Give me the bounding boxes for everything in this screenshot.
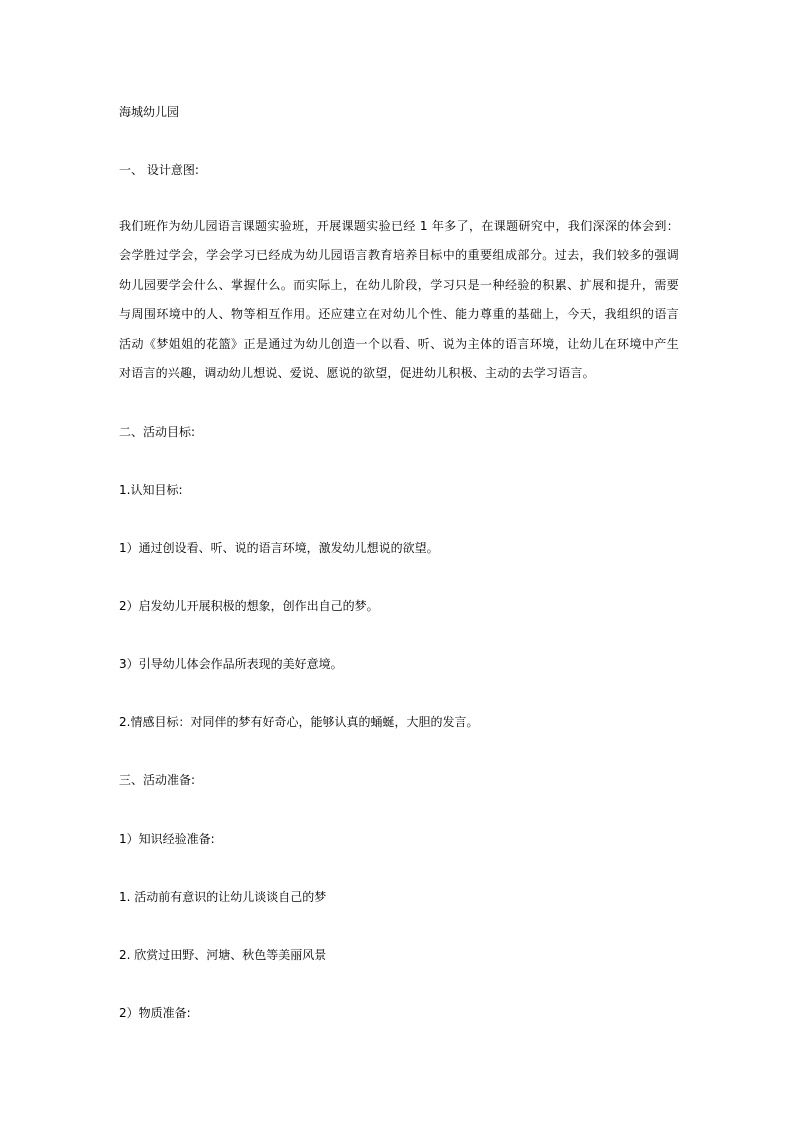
cognitive-goal-heading: 1.认知目标: [119, 483, 183, 497]
prep-knowledge-heading: 1）知识经验准备: [119, 832, 215, 846]
section-heading-activity-prep: 三、活动准备: [119, 773, 196, 787]
section-heading-activity-goals: 二、活动目标: [119, 425, 196, 439]
document-title: 海城幼儿园 [119, 105, 180, 119]
goal-item-1: 1）通过创设看、听、说的语言环境，激发幼儿想说的欲望。 [119, 541, 439, 555]
prep-item-1: 1. 活动前有意识的让幼儿谈谈自己的梦 [119, 890, 327, 904]
prep-material-heading: 2）物质准备: [119, 1006, 191, 1020]
goal-item-2: 2）启发幼儿开展积极的想象，创作出自己的梦。 [119, 599, 379, 613]
intro-paragraph: 我们班作为幼儿园语言课题实验班，开展课题实验已经 1 年多了，在课题研究中，我们深深的体会到：会学胜过学会，学会学习已经成为幼儿园语言教育培养目标中的重要组成部分。过去，我们较多的强调幼儿园要学会什么、掌握什么。而实际上，在幼儿阶段，学习只是一种经验的积累、扩展和提升，需要与周围环境中的人、物等相互作用。还应建立在对幼儿个性、能力尊重的基础上，今天，我组织的语言活动《梦姐姐的花篮》正是通过为幼儿创造一个以看、听、说为主体的语言环境，让幼儿在环境中产生对语言的兴趣，调动幼儿想说、爱说、愿说的欲望，促进幼儿积极、主动的去学习语言。 [119, 219, 679, 381]
prep-item-2: 2. 欣赏过田野、河塘、秋色等美丽风景 [119, 948, 327, 962]
goal-item-3: 3）引导幼儿体会作品所表现的美好意境。 [119, 657, 343, 671]
section-heading-design-intent: 一、 设计意图: [119, 163, 199, 177]
emotional-goal: 2.情感目标：对同伴的梦有好奇心，能够认真的蛹蜒，大胆的发言。 [119, 715, 479, 729]
